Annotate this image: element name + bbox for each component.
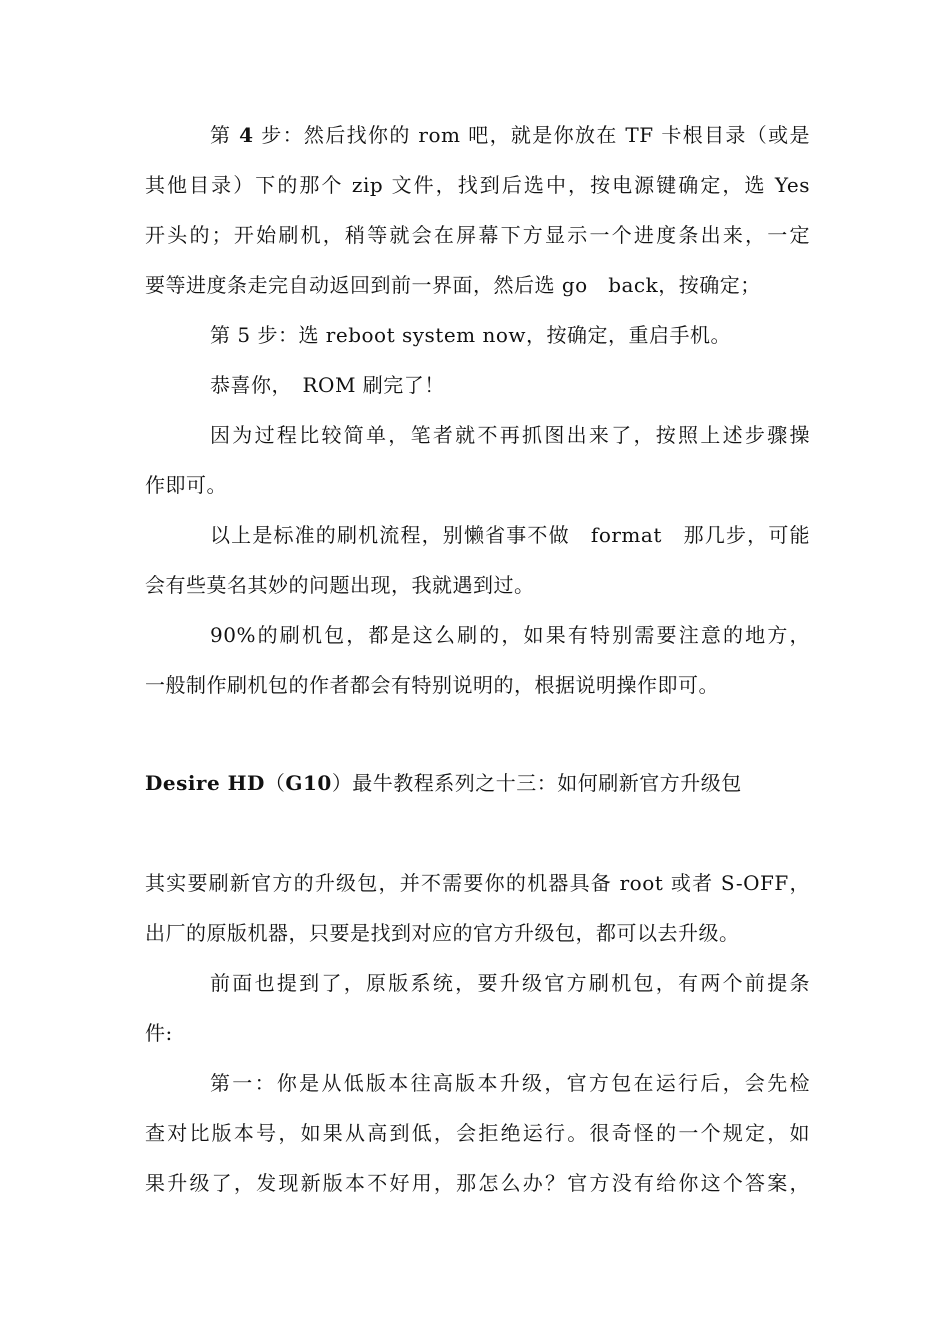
paragraph-step4-line-4: 要等进度条走完自动返回到前一界面，然后选 go back，按确定； <box>145 273 761 297</box>
paragraph-90pct-line-2: 一般制作刷机包的作者都会有特别说明的，根据说明操作即可。 <box>145 673 719 697</box>
paragraph-step5: 第 5 步：选 reboot system now，按确定，重启手机。 <box>210 323 732 347</box>
paragraph-90pct-line-1: 90%的刷机包，都是这么刷的，如果有特别需要注意的地方， <box>210 623 810 647</box>
paragraph-simple-line-2: 作即可。 <box>145 473 227 497</box>
paragraph-simple-line-1: 因为过程比较简单，笔者就不再抓图出来了，按照上述步骤操 <box>210 423 810 447</box>
paragraph-step4-line-3: 开头的；开始刷机，稍等就会在屏幕下方显示一个进度条出来，一定 <box>145 223 810 247</box>
paragraph-first-line-2: 查对比版本号，如果从高到低，会拒绝运行。很奇怪的一个规定，如 <box>145 1121 810 1145</box>
heading-paren: （ <box>264 771 286 795</box>
paragraph-official-line-2: 出厂的原版机器，只要是找到对应的官方升级包，都可以去升级。 <box>145 921 740 945</box>
paragraph-first-line-1: 第一：你是从低版本往高版本升级，官方包在运行后，会先检 <box>210 1071 810 1095</box>
paragraph-prereq-line-2: 件: <box>145 1021 173 1045</box>
paragraph-congrats: 恭喜你， ROM 刷完了！ <box>210 373 445 397</box>
paragraph-step4-line-2: 其他目录）下的那个 zip 文件，找到后选中，按电源键确定，选 Yes <box>145 173 810 197</box>
paragraph-standard-line-2: 会有些莫名其妙的问题出现，我就遇到过。 <box>145 573 535 597</box>
section-heading <box>145 768 810 798</box>
paragraph-standard-line-1: 以上是标准的刷机流程，别懒省事不做 format 那几步，可能 <box>210 523 810 547</box>
text: 第 <box>210 123 232 147</box>
heading-title: ）最牛教程系列之十三：如何刷新官方升级包 <box>331 771 742 795</box>
heading-model: G10 <box>285 771 332 795</box>
text: 步：然后找你的 rom 吧，就是你放在 TF 卡根目录（或是 <box>261 123 811 147</box>
step-number: 4 <box>239 123 254 147</box>
paragraph-first-line-3: 果升级了，发现新版本不好用，那怎么办？官方没有给你这个答案， <box>145 1171 810 1195</box>
paragraph-step4-line-1 <box>210 120 810 150</box>
heading-device: Desire HD <box>145 771 265 795</box>
paragraph-prereq-line-1: 前面也提到了，原版系统，要升级官方刷机包，有两个前提条 <box>210 971 810 995</box>
paragraph-official-line-1: 其实要刷新官方的升级包，并不需要你的机器具备 root 或者 S-OFF， <box>145 871 810 895</box>
